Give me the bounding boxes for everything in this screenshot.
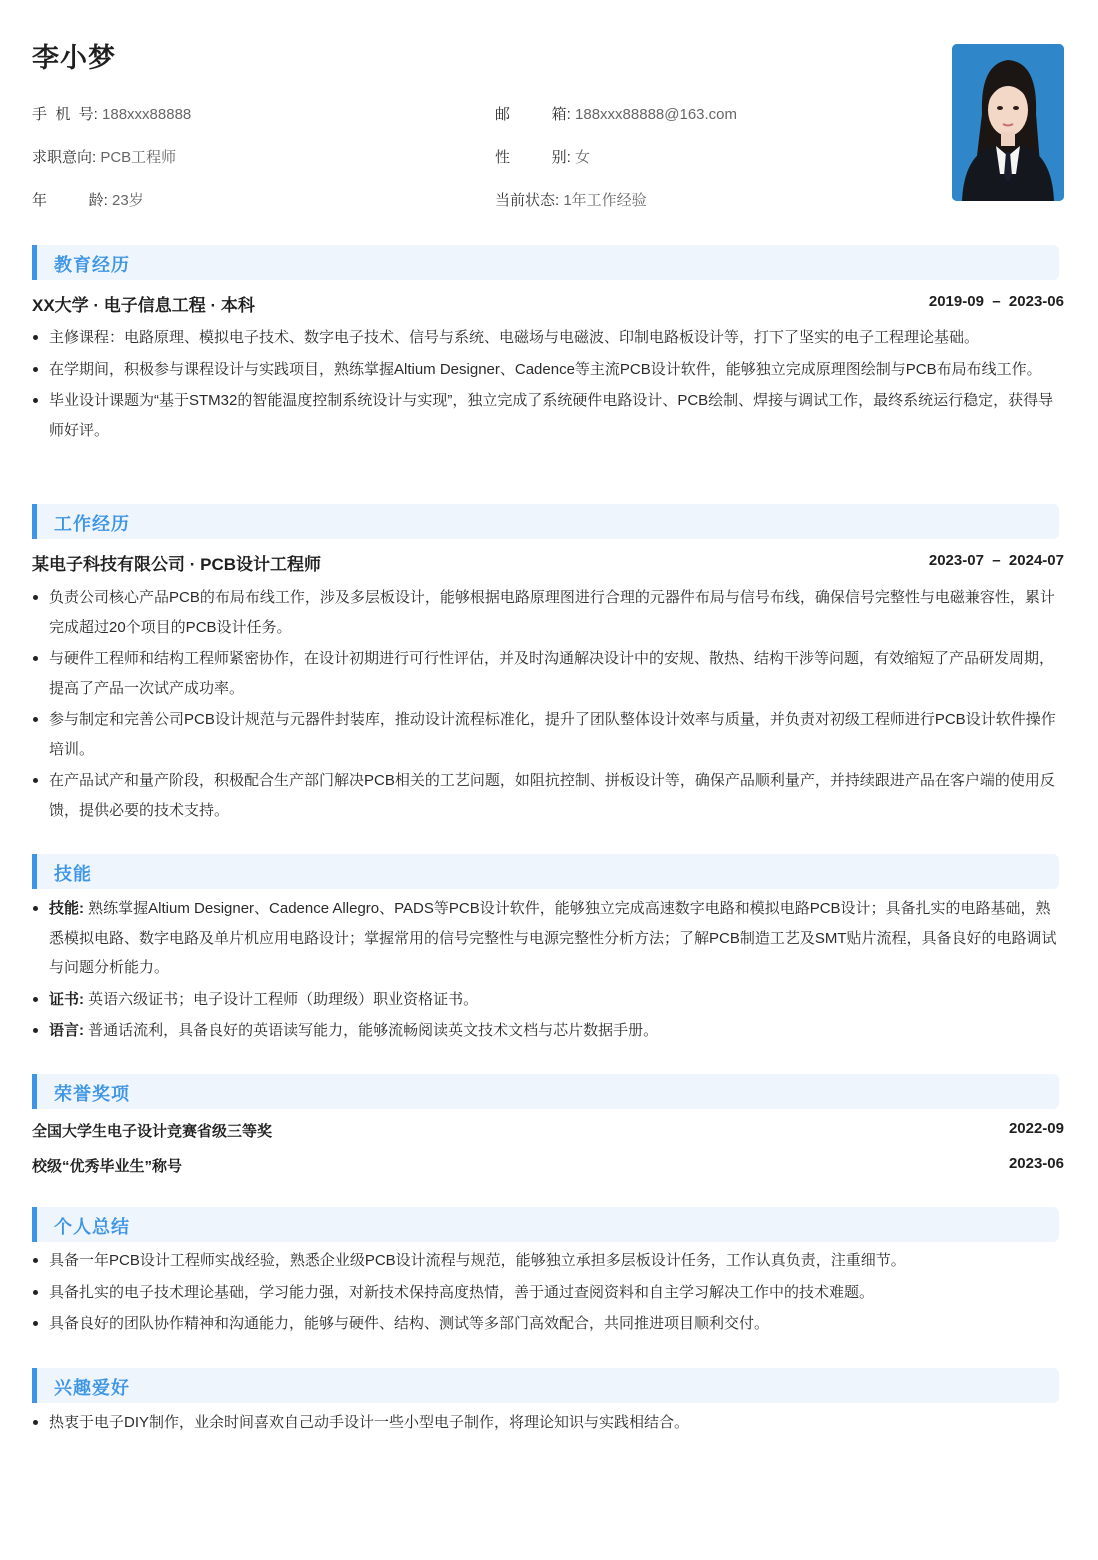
list-item [32, 1246, 1064, 1276]
bullet-dot-icon [33, 398, 38, 403]
bullet-dot-icon [33, 1420, 38, 1425]
status-label: 当前状态: [495, 192, 560, 209]
list-item [32, 323, 1064, 353]
education-bullets [32, 323, 1064, 447]
education-bullet-text: 毕业设计课题为“基于STM32的智能温度控制系统设计与实现”，独立完成了系统硬件电路设计、PCB绘制、焊接与调试工作，最终系统运行稳定，获得导师好评。 [49, 392, 1054, 439]
education-entry-title: XX大学 · 电子信息工程 · 本科 [32, 296, 255, 315]
info-row-1 [32, 103, 932, 127]
skills-bullets [32, 894, 1064, 1048]
skills-section-header [32, 854, 1059, 889]
bullet-dot-icon [33, 1290, 38, 1295]
work-bullets [32, 583, 1064, 827]
age-field [32, 189, 144, 210]
work-section-header [32, 504, 1059, 539]
bullet-dot-icon [33, 717, 38, 722]
education-date: 2019-09 – 2023-06 [928, 293, 1064, 310]
bullet-dot-icon [33, 1321, 38, 1326]
hobbies-bullets [32, 1408, 1064, 1440]
hobbies-bullet-text: 热衷于电子DIY制作，业余时间喜欢自己动手设计一些小型电子制作，将理论知识与实践相结合。 [49, 1414, 690, 1431]
list-item [32, 644, 1064, 703]
email-value: 188xxx88888@163.com [575, 106, 738, 123]
phone-value: 188xxx88888 [102, 106, 192, 123]
bullet-dot-icon [33, 367, 38, 372]
job-intention-value: PCB工程师 [100, 149, 177, 166]
language-label: 语言: [49, 1022, 84, 1039]
list-item [32, 894, 1064, 983]
bullet-dot-icon [33, 1028, 38, 1033]
awards-section-header [32, 1074, 1059, 1109]
bullet-dot-icon [33, 1258, 38, 1263]
list-item [32, 766, 1064, 825]
status-value: 1年工作经验 [563, 192, 647, 209]
list-item [32, 355, 1064, 385]
portrait-illustration [952, 44, 1064, 201]
hobbies-section-header [32, 1368, 1059, 1403]
award-name: 校级“优秀毕业生”称号 [32, 1158, 183, 1175]
awards-section-title: 荣誉奖项 [54, 1084, 130, 1104]
phone-field [32, 103, 191, 124]
certificates-label: 证书: [49, 990, 84, 1008]
award-name: 全国大学生电子设计竞赛省级三等奖 [32, 1123, 273, 1140]
age-label: 年 龄: [32, 192, 108, 209]
bullet-dot-icon [33, 595, 38, 600]
education-section-header [32, 245, 1059, 280]
bullet-dot-icon [33, 778, 38, 783]
job-intention-field [32, 146, 176, 167]
award-row [32, 1120, 1064, 1144]
status-field [495, 189, 647, 210]
phone-label: 手 机 号: [32, 106, 98, 123]
list-item [32, 1309, 1064, 1339]
list-item [32, 705, 1064, 764]
education-bullet-text: 主修课程：电路原理、模拟电子技术、数字电子技术、信号与系统、电磁场与电磁波、印制电路板设计等，打下了坚实的电子工程理论基础。 [49, 329, 980, 346]
bullet-dot-icon [33, 656, 38, 661]
award-date: 2022-09 [1008, 1120, 1064, 1137]
bullet-dot-icon [33, 997, 38, 1002]
age-value: 23岁 [112, 192, 144, 209]
candidate-name: 李小梦 [32, 43, 116, 73]
work-bullet-text: 在产品试产和量产阶段，积极配合生产部门解决PCB相关的工艺问题，如阻抗控制、拼板设计等，确保产品顺利量产，并持续跟进产品在客户端的使用反馈，提供必要的技术支持。 [49, 772, 1055, 819]
job-intention-label: 求职意向: [32, 149, 97, 166]
summary-section-title: 个人总结 [54, 1217, 130, 1237]
email-label: 邮 箱: [495, 106, 571, 123]
gender-field [495, 146, 590, 167]
hobbies-section-title: 兴趣爱好 [54, 1378, 130, 1398]
list-item [32, 985, 1064, 1015]
email-field [495, 103, 737, 124]
bullet-dot-icon [33, 335, 38, 340]
work-entry-title: 某电子科技有限公司 · PCB设计工程师 [32, 555, 321, 574]
list-item [32, 1016, 1064, 1046]
certificates-text: 英语六级证书；电子设计工程师（助理级）职业资格证书。 [88, 990, 479, 1008]
info-row-2 [32, 146, 932, 170]
skills-label: 技能: [49, 900, 84, 917]
gender-label: 性 别: [495, 149, 571, 166]
gender-value: 女 [575, 149, 591, 166]
info-row-3 [32, 189, 932, 213]
education-section-title: 教育经历 [54, 255, 130, 275]
skills-text: 熟练掌握Altium Designer、Cadence Allegro、PADS等PCB设计软件，能够独立完成高速数字电路和模拟电路PCB设计；具备扎实的电路基础，熟悉模拟电路、数字电路及单片机应用电路设计；掌握常用的信号完整性与电源完整性分析方法；了解PCB制造工艺及SMT贴片流程，具备良好的电路调试与问题分析能力。 [49, 900, 1057, 976]
summary-bullets [32, 1246, 1064, 1341]
skills-section-title: 技能 [54, 864, 92, 884]
bullet-dot-icon [33, 906, 38, 911]
list-item [32, 583, 1064, 642]
education-bullet-text: 在学期间，积极参与课程设计与实践项目，熟练掌握Altium Designer、Cadence等主流PCB设计软件，能够独立完成原理图绘制与PCB布局布线工作。 [49, 360, 1042, 378]
work-section-title: 工作经历 [54, 514, 130, 534]
work-bullet-text: 参与制定和完善公司PCB设计规范与元器件封装库，推动设计流程标准化，提升了团队整体设计效率与质量，并负责对初级工程师进行PCB设计软件操作培训。 [49, 711, 1056, 758]
work-date: 2023-07 – 2024-07 [928, 552, 1064, 569]
summary-bullet-text: 具备一年PCB设计工程师实战经验，熟悉企业级PCB设计流程与规范，能够独立承担多层板设计任务，工作认真负责，注重细节。 [49, 1252, 906, 1269]
list-item [32, 386, 1064, 445]
profile-photo [952, 44, 1064, 201]
language-text: 普通话流利，具备良好的英语读写能力，能够流畅阅读英文技术文档与芯片数据手册。 [88, 1022, 659, 1039]
award-date: 2023-06 [1008, 1155, 1064, 1172]
summary-section-header [32, 1207, 1059, 1242]
summary-bullet-text: 具备良好的团队协作精神和沟通能力，能够与硬件、结构、测试等多部门高效配合，共同推进项目顺利交付。 [49, 1315, 770, 1332]
work-bullet-text: 与硬件工程师和结构工程师紧密协作，在设计初期进行可行性评估，并及时沟通解决设计中的安规、散热、结构干涉等问题，有效缩短了产品研发周期，提高了产品一次试产成功率。 [49, 650, 1055, 697]
work-bullet-text: 负责公司核心产品PCB的布局布线工作，涉及多层板设计，能够根据电路原理图进行合理的元器件布局与信号布线，确保信号完整性与电磁兼容性，累计完成超过20个项目的PCB设计任务。 [49, 589, 1055, 636]
list-item [32, 1278, 1064, 1308]
summary-bullet-text: 具备扎实的电子技术理论基础，学习能力强，对新技术保持高度热情，善于通过查阅资料和自主学习解决工作中的技术难题。 [49, 1283, 875, 1301]
list-item [32, 1408, 1064, 1438]
award-row [32, 1155, 1064, 1179]
